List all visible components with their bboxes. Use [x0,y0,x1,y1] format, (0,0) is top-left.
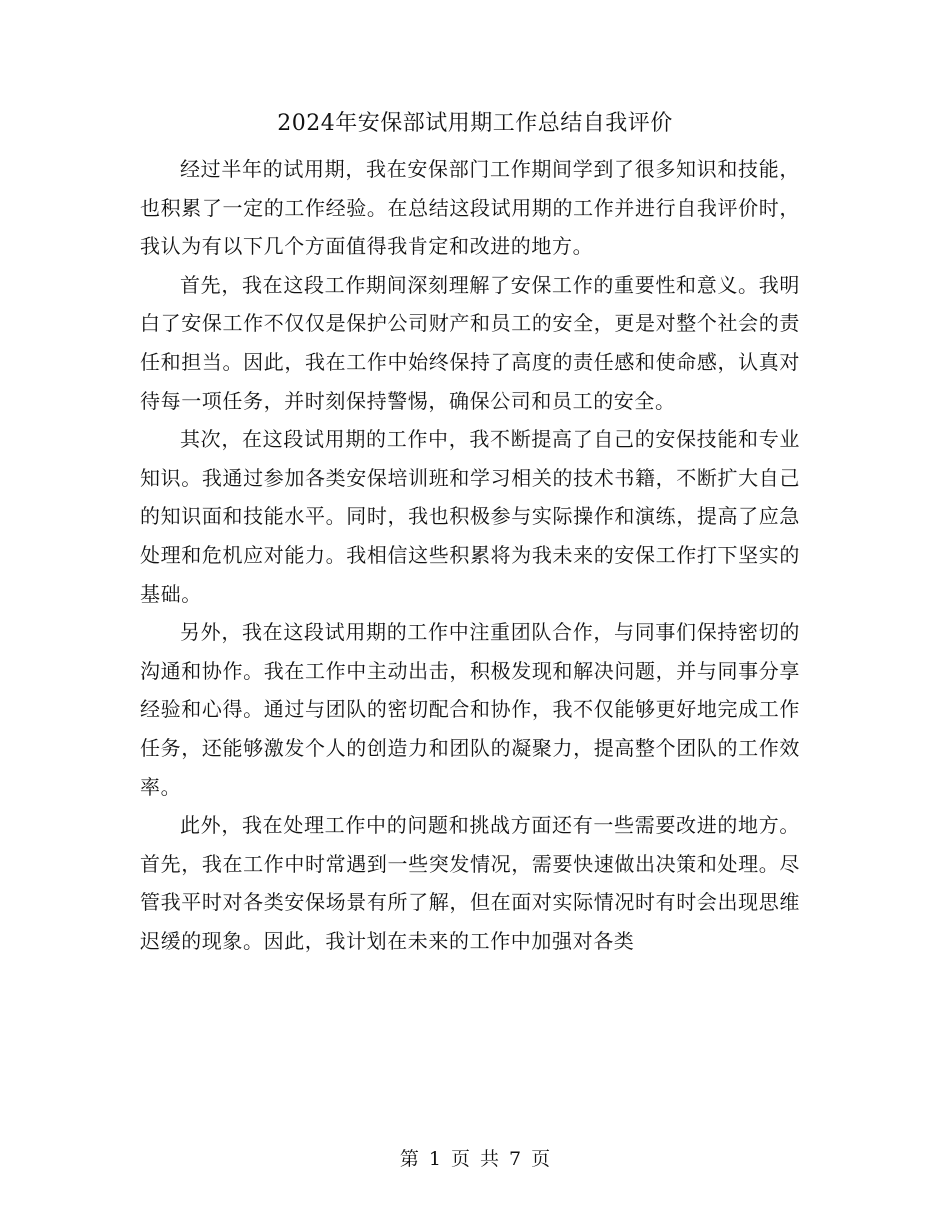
paragraph-second: 其次，在这段试用期的工作中，我不断提高了自己的安保技能和专业知识。我通过参加各类安保培训班和学习相关的技术书籍，不断扩大自己的知识面和技能水平。同时，我也积极参与实际操作和演练，提高了应急处理和危机应对能力。我相信这些积累将为我未来的安保工作打下坚实的基础。 [140,427,800,606]
paragraph-third: 另外，我在这段试用期的工作中注重团队合作，与同事们保持密切的沟通和协作。我在工作中主动出击，积极发现和解决问题，并与同事分享经验和心得。通过与团队的密切配合和协作，我不仅能够更好地完成工作任务，还能够激发个人的创造力和团队的凝聚力，提高整个团队的工作效率。 [140,620,800,799]
paragraph-intro: 经过半年的试用期，我在安保部门工作期间学到了很多知识和技能，也积累了一定的工作经验。在总结这段试用期的工作并进行自我评价时，我认为有以下几个方面值得我肯定和改进的地方。 [140,157,800,259]
page-number: 第 1 页 共 7 页 [399,1148,551,1170]
paragraph-fourth: 此外，我在处理工作中的问题和挑战方面还有一些需要改进的地方。首先，我在工作中时常遇到一些突发情况，需要快速做出决策和处理。尽管我平时对各类安保场景有所了解，但在面对实际情况时有时会出现思维迟缓的现象。因此，我计划在未来的工作中加强对各类 [140,813,800,953]
document-title: 2024年安保部试用期工作总结自我评价 [277,111,673,136]
paragraph-first: 首先，我在这段工作期间深刻理解了安保工作的重要性和意义。我明白了安保工作不仅仅是保护公司财产和员工的安全，更是对整个社会的责任和担当。因此，我在工作中始终保持了高度的责任感和使命感，认真对待每一项任务，并时刻保持警惕，确保公司和员工的安全。 [140,272,800,413]
document-body [140,150,800,960]
